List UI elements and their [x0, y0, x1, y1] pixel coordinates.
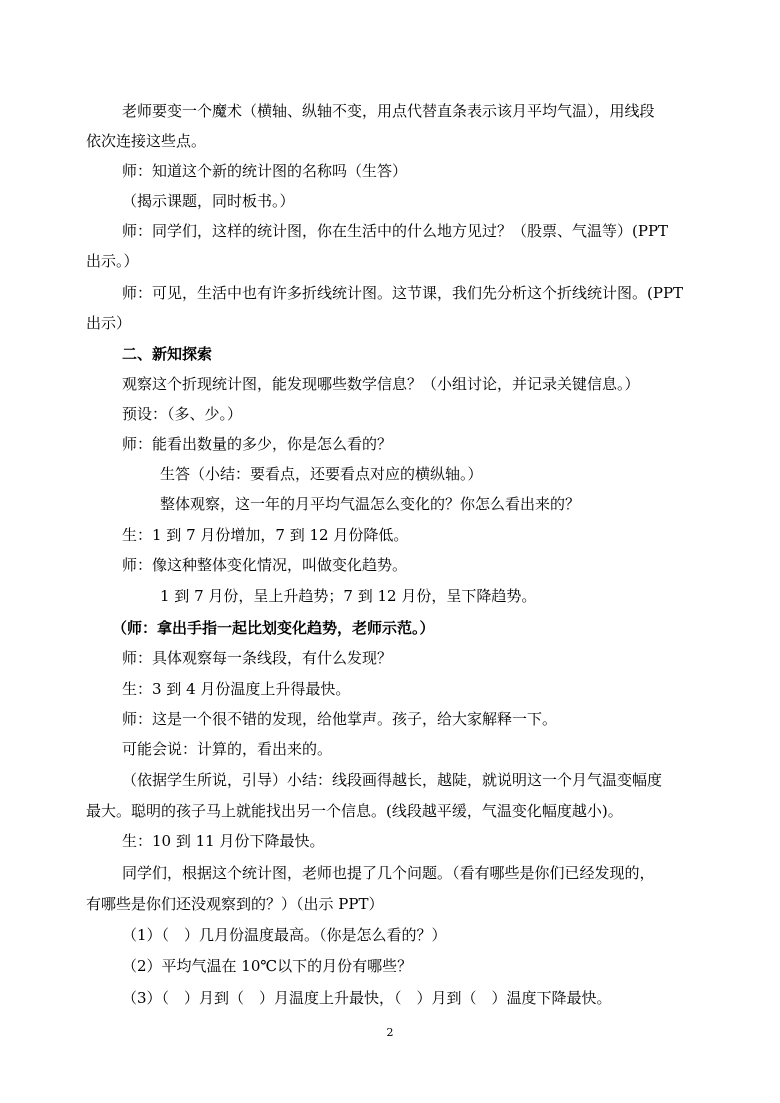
text-line: 生答（小结：要看点，还要看点对应的横纵轴。）	[160, 465, 483, 483]
text-line: 观察这个折现统计图，能发现哪些数学信息？（小组讨论，并记录关键信息。）	[122, 375, 640, 393]
text-line: 生：10 到 11 月份下降最快。	[122, 832, 325, 850]
text-line: 师：这是一个很不错的发现，给他掌声。孩子，给大家解释一下。	[122, 710, 558, 728]
text-line: 老师要变一个魔术（横轴、纵轴不变，用点代替直条表示该月平均气温），用线段	[122, 102, 655, 120]
text-line: 师：像这种整体变化情况，叫做变化趋势。	[122, 556, 408, 574]
text-line: 师：可见，生活中也有许多折线统计图。这节课，我们先分析这个折线统计图。(PPT	[122, 284, 684, 302]
page-number: 2	[386, 1026, 394, 1039]
text-line: 师：能看出数量的多少，你是怎么看的？	[122, 435, 393, 453]
section-heading: 二、新知探索	[122, 345, 213, 363]
text-line: 整体观察，这一年的月平均气温怎么变化的？你怎么看出来的？	[160, 495, 581, 513]
text-line: 预设：（多、少。）	[122, 405, 243, 423]
question-item: （2）平均气温在 10℃以下的月份有哪些？	[122, 957, 413, 975]
text-line: 最大。聪明的孩子马上就能找出另一个信息。(线段越平缓，气温变化幅度越小)。	[86, 802, 623, 820]
text-line: 可能会说：计算的，看出来的。	[122, 740, 333, 758]
text-line: 同学们，根据这个统计图，老师也提了几个问题。（看有哪些是你们已经发现的，	[122, 864, 655, 882]
text-line: 师：同学们，这样的统计图，你在生活中的什么地方见过？（股票、气温等）(PPT	[122, 222, 669, 240]
bold-note: （师：拿出手指一起比划变化趋势，老师示范。）	[112, 619, 435, 637]
text-line: 1 到 7 月份，呈上升趋势；7 到 12 月份，呈下降趋势。	[160, 587, 537, 605]
text-line: （揭示课题，同时板书。）	[122, 192, 295, 210]
text-line: 师：具体观察每一条线段，有什么发现？	[122, 649, 393, 667]
text-line: 师：知道这个新的统计图的名称吗（生答）	[122, 162, 408, 180]
text-line: （依据学生所说，引导）小结：线段画得越长，越陡，就说明这一个月气温变幅度	[122, 771, 663, 789]
question-item: （3）（ ）月到（ ）月温度上升最快，（ ）月到（ ）温度下降最快。	[122, 989, 612, 1007]
text-line: 生：1 到 7 月份增加，7 到 12 月份降低。	[122, 526, 409, 544]
text-line: 有哪些是你们还没观察到的？）（出示 PPT）	[86, 895, 384, 913]
question-item: （1）（ ）几月份温度最高。（你是怎么看的？）	[122, 926, 447, 944]
text-line: 出示。）	[86, 252, 139, 270]
text-line: 出示）	[86, 314, 132, 332]
text-line: 依次连接这些点。	[86, 132, 207, 150]
text-line: 生：3 到 4 月份温度上升得最快。	[122, 680, 351, 698]
